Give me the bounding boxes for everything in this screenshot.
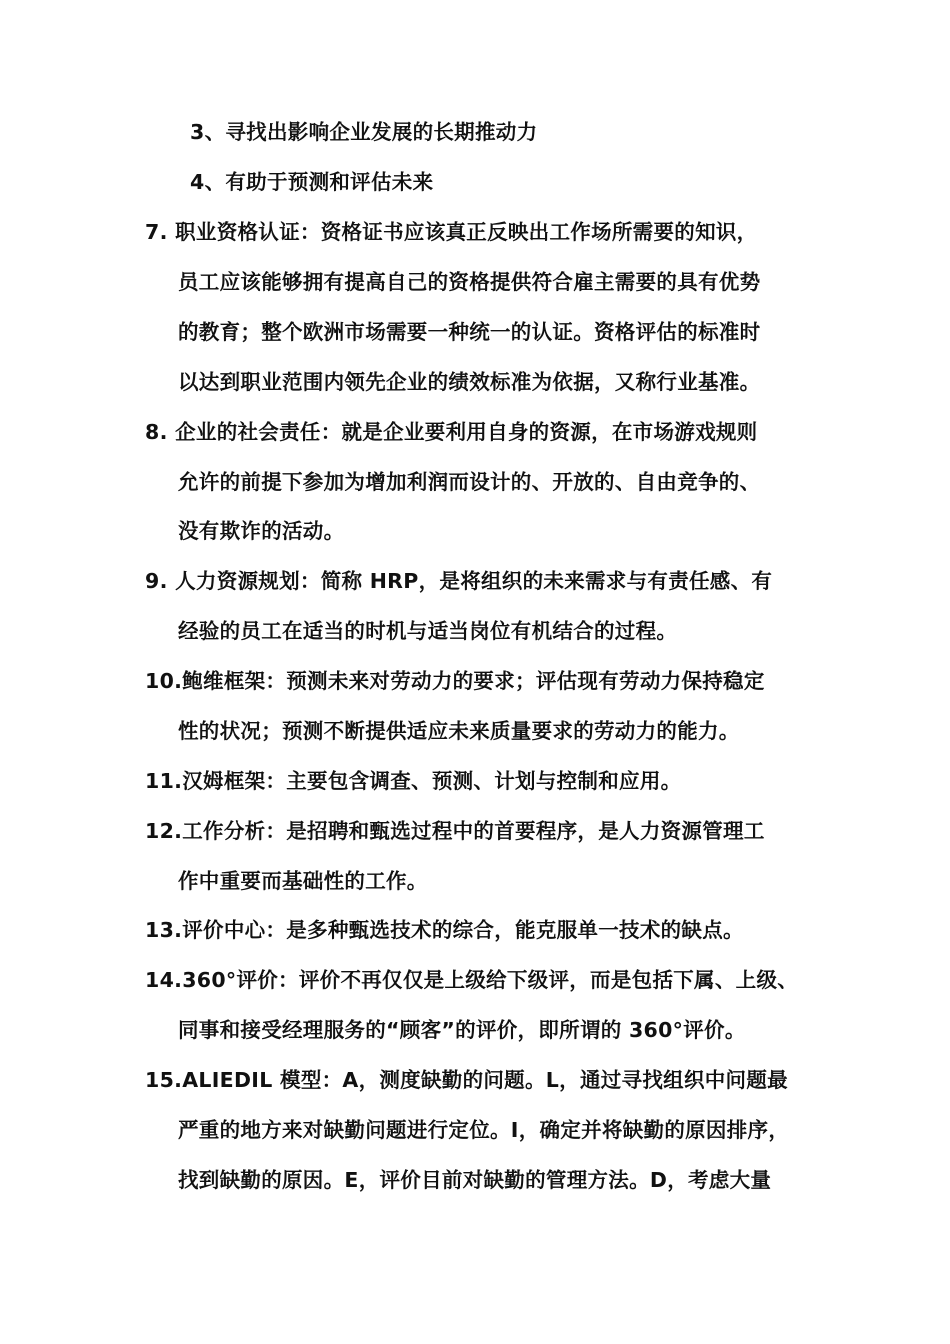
entry-9-line: 经验的员工在适当的时机与适当岗位有机结合的过程。: [178, 619, 678, 643]
entry-13-first-line: 13.评价中心：是多种甄选技术的综合，能克服单一技术的缺点。: [145, 918, 744, 942]
entry-7-line: 员工应该能够拥有提高自己的资格提供符合雇主需要的具有优势: [178, 270, 761, 294]
entry-8-line: 没有欺诈的活动。: [178, 519, 345, 543]
entry-15-line: 找到缺勤的原因。E，评价目前对缺勤的管理方法。D，考虑大量: [178, 1168, 772, 1192]
entry-14-line: 同事和接受经理服务的“顾客”的评价，即所谓的 360°评价。: [178, 1018, 746, 1042]
entry-12-line: 作中重要而基础性的工作。: [178, 869, 428, 893]
entry-7-first-line: 7. 职业资格认证：资格证书应该真正反映出工作场所需要的知识，: [145, 220, 758, 244]
sublist-item-3: 3、寻找出影响企业发展的长期推动力: [190, 120, 538, 144]
entry-11-first-line: 11.汉姆框架：主要包含调查、预测、计划与控制和应用。: [145, 769, 682, 793]
entry-7-line: 的教育；整个欧洲市场需要一种统一的认证。资格评估的标准时: [178, 320, 761, 344]
entry-10-first-line: 10.鲍维框架：预测未来对劳动力的要求；评估现有劳动力保持稳定: [145, 669, 765, 693]
entry-10-line: 性的状况；预测不断提供适应未来质量要求的劳动力的能力。: [178, 719, 740, 743]
entry-8-line: 允许的前提下参加为增加利润而设计的、开放的、自由竞争的、: [178, 470, 761, 494]
entry-12-first-line: 12.工作分析：是招聘和甄选过程中的首要程序，是人力资源管理工: [145, 819, 765, 843]
entry-7-line: 以达到职业范围内领先企业的绩效标准为依据，又称行业基准。: [178, 370, 761, 394]
sublist-item-4: 4、有助于预测和评估未来: [190, 170, 434, 194]
entry-14-first-line: 14.360°评价：评价不再仅仅是上级给下级评，而是包括下属、上级、: [145, 968, 799, 992]
entry-8-first-line: 8. 企业的社会责任：就是企业要利用自身的资源，在市场游戏规则: [145, 420, 758, 444]
entry-15-line: 严重的地方来对缺勤问题进行定位。I，确定并将缺勤的原因排序，: [178, 1118, 790, 1142]
entry-9-first-line: 9. 人力资源规划：简称 HRP，是将组织的未来需求与有责任感、有: [145, 569, 773, 593]
entry-15-first-line: 15.ALIEDIL 模型：A，测度缺勤的问题。L，通过寻找组织中问题最: [145, 1068, 788, 1092]
